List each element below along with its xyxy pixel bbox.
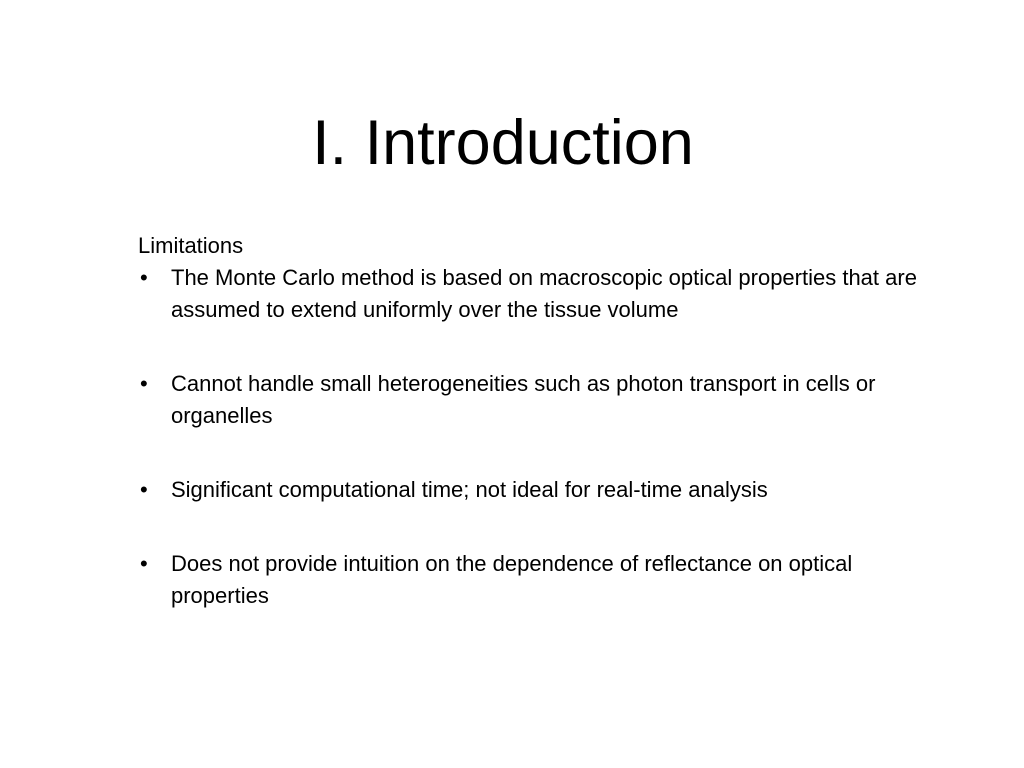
bullet-item [138, 474, 928, 506]
slide-title: I. Introduction [312, 108, 694, 178]
bullet-item [138, 548, 928, 612]
bullet-text: The Monte Carlo method is based on macroscopic optical properties that are assumed to extend uniformly over the tissue volume [171, 265, 917, 322]
bullet-list [138, 262, 928, 612]
bullet-glyph: • [140, 551, 148, 576]
bullet-text: Does not provide intuition on the dependence of reflectance on optical properties [171, 551, 853, 608]
bullet-item [138, 262, 928, 326]
bullet-text: Significant computational time; not ideal for real-time analysis [171, 477, 768, 502]
bullet-glyph: • [140, 371, 148, 396]
bullet-text: Cannot handle small heterogeneities such as photon transport in cells or organelles [171, 371, 876, 428]
bullet-item [138, 368, 928, 432]
bullet-glyph: • [140, 477, 148, 502]
slide-content [138, 230, 928, 654]
bullet-glyph: • [140, 265, 148, 290]
section-label: Limitations [138, 233, 244, 258]
